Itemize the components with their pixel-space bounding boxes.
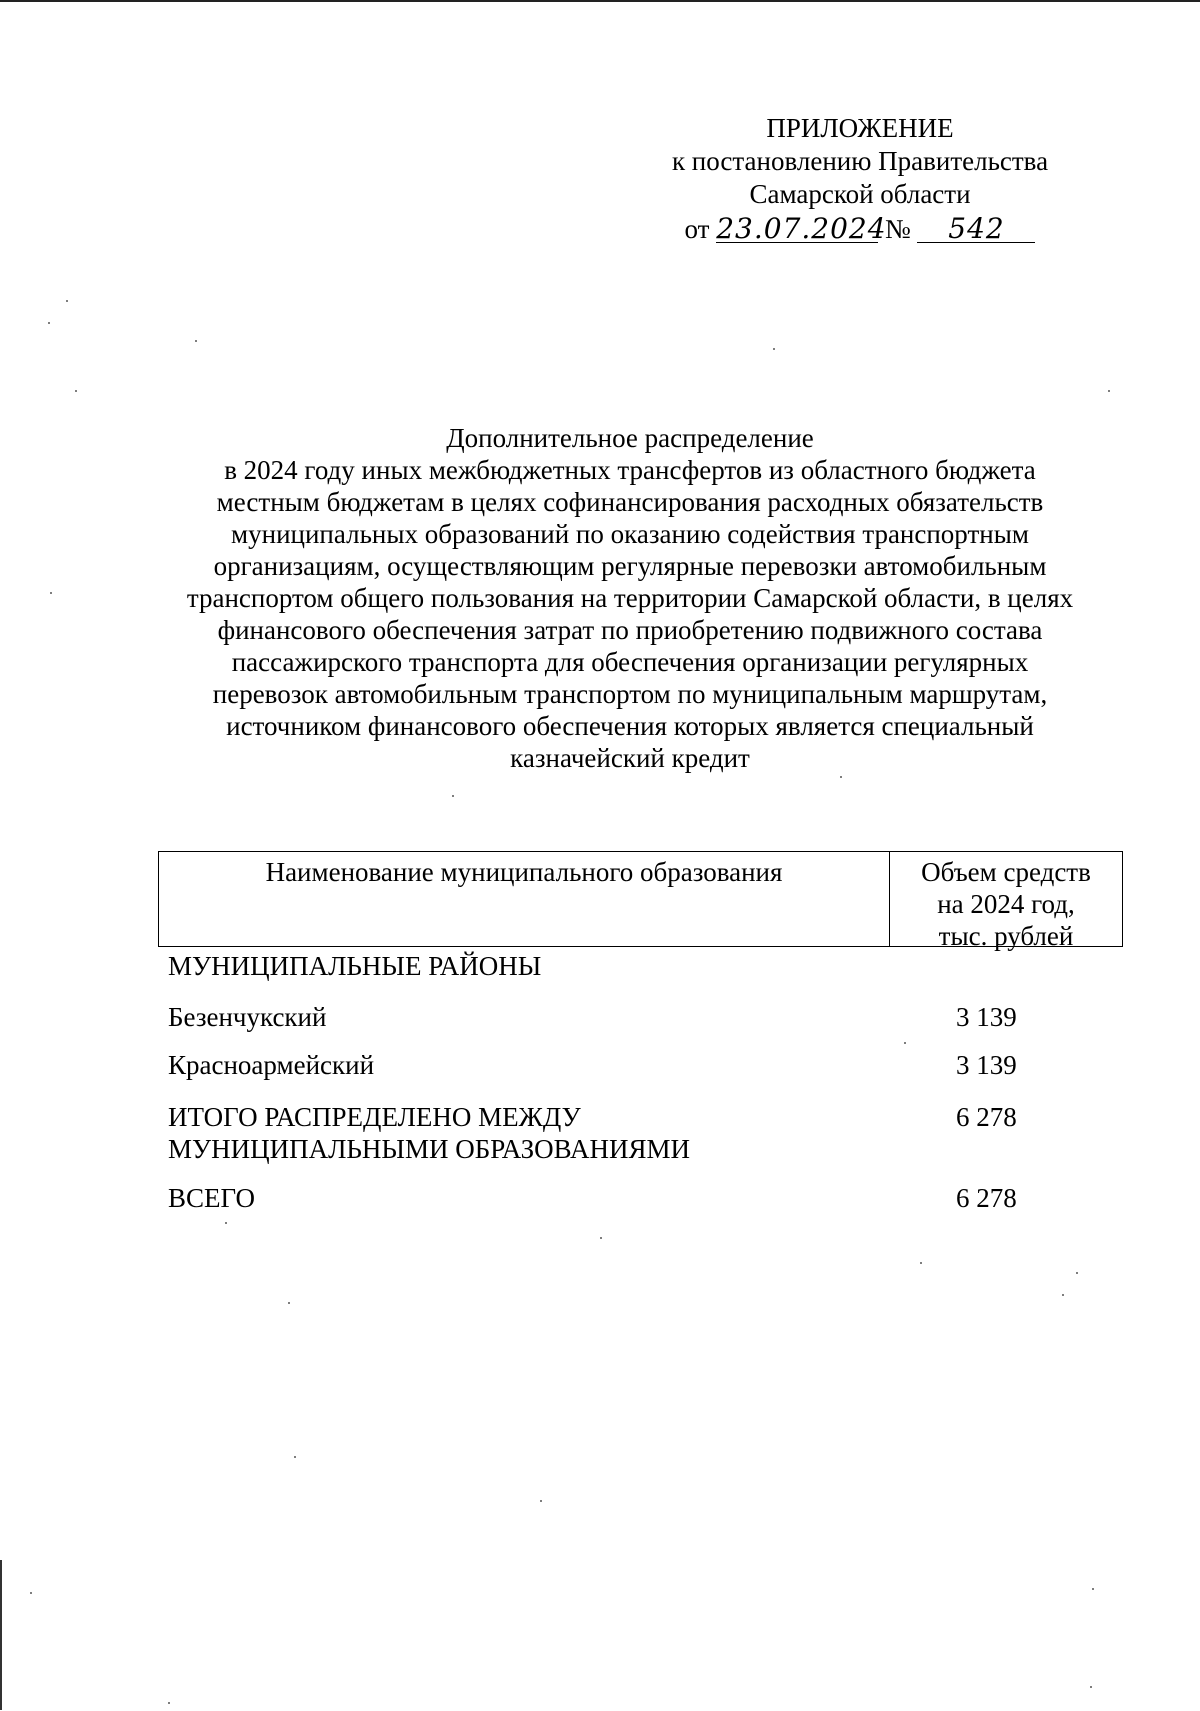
scan-speck bbox=[840, 776, 842, 778]
scan-speck bbox=[66, 300, 68, 302]
title-line: источником финансового обеспечения которых является специальный bbox=[226, 711, 1034, 741]
column-header-name: Наименование муниципального образования bbox=[159, 852, 890, 946]
row-name: Безенчукский bbox=[168, 1002, 327, 1032]
scan-speck bbox=[1062, 1294, 1064, 1296]
scan-speck bbox=[294, 1456, 296, 1458]
row-value: 3 139 bbox=[956, 1050, 1017, 1080]
number-field bbox=[917, 212, 1035, 245]
table-row bbox=[168, 1001, 1048, 1033]
section-label: МУНИЦИПАЛЬНЫЕ РАЙОНЫ bbox=[168, 951, 542, 981]
grand-total-label: ВСЕГО bbox=[168, 1183, 255, 1213]
date-prefix: от bbox=[684, 214, 710, 244]
scan-speck bbox=[1076, 1272, 1078, 1274]
appendix-header bbox=[600, 112, 1120, 246]
appendix-date-line bbox=[600, 213, 1120, 246]
handwritten-date: 23.07.2024 bbox=[716, 212, 887, 245]
scan-speck bbox=[452, 795, 454, 797]
title-line: в 2024 году иных межбюджетных трансфертов из областного бюджета bbox=[224, 455, 1036, 485]
table-header bbox=[158, 851, 1123, 951]
scan-speck bbox=[50, 592, 52, 594]
number-prefix: № bbox=[884, 214, 911, 244]
grand-total-value: 6 278 bbox=[956, 1183, 1017, 1213]
scan-speck bbox=[30, 1592, 32, 1594]
total-distributed-row bbox=[168, 1101, 1048, 1165]
scan-speck bbox=[75, 390, 77, 392]
scan-speck bbox=[1108, 390, 1110, 392]
column-header-volume-line: на 2024 год, bbox=[937, 889, 1075, 919]
column-header-volume-line: тыс. рублей bbox=[938, 921, 1074, 951]
scan-speck bbox=[600, 1237, 602, 1239]
title-line: Дополнительное распределение bbox=[446, 423, 814, 453]
appendix-heading: ПРИЛОЖЕНИЕ bbox=[766, 113, 954, 143]
handwritten-number: 542 bbox=[948, 212, 1005, 245]
scan-speck bbox=[195, 340, 197, 342]
total-distributed-label bbox=[168, 1101, 868, 1165]
row-value: 3 139 bbox=[956, 1002, 1017, 1032]
title-line: муниципальных образований по оказанию содействия транспортным bbox=[231, 519, 1029, 549]
total-distributed-value: 6 278 bbox=[956, 1102, 1017, 1132]
scan-speck bbox=[920, 1262, 922, 1264]
scan-speck bbox=[773, 348, 775, 350]
scan-speck bbox=[904, 1042, 906, 1044]
appendix-region-line: Самарской области bbox=[749, 179, 971, 209]
title-line: местным бюджетам в целях софинансирования расходных обязательств bbox=[216, 487, 1044, 517]
title-line: казначейский кредит bbox=[510, 743, 750, 773]
title-line: транспортом общего пользования на территории Самарской области, в целях bbox=[186, 583, 1074, 613]
scan-speck bbox=[540, 1500, 542, 1502]
title-line: организациям, осуществляющим регулярные перевозки автомобильным bbox=[213, 551, 1047, 581]
column-header-volume bbox=[890, 852, 1122, 950]
title-line: перевозок автомобильным транспортом по муниципальным маршрутам, bbox=[212, 679, 1048, 709]
document-title bbox=[150, 422, 1110, 774]
appendix-resolution-line: к постановлению Правительства bbox=[671, 146, 1049, 176]
row-name: Красноармейский bbox=[168, 1050, 375, 1080]
column-header-volume-line: Объем средств bbox=[921, 857, 1091, 887]
date-field bbox=[716, 212, 887, 245]
table-row bbox=[168, 1049, 1048, 1081]
grand-total-row bbox=[168, 1182, 1048, 1214]
scan-top-border bbox=[0, 0, 1200, 2]
scan-speck bbox=[48, 322, 50, 324]
scan-speck bbox=[1092, 1588, 1094, 1590]
scan-edge-mark bbox=[0, 1560, 2, 1710]
scan-speck bbox=[288, 1302, 290, 1304]
scan-speck bbox=[1090, 1686, 1092, 1688]
section-row bbox=[168, 950, 1048, 982]
total-distributed-label-line: ИТОГО РАСПРЕДЕЛЕНО МЕЖДУ bbox=[168, 1102, 581, 1132]
scan-speck bbox=[168, 1702, 170, 1704]
title-line: пассажирского транспорта для обеспечения организации регулярных bbox=[231, 647, 1029, 677]
total-distributed-label-line: МУНИЦИПАЛЬНЫМИ ОБРАЗОВАНИЯМИ bbox=[168, 1134, 690, 1164]
scan-speck bbox=[225, 1222, 227, 1224]
title-line: финансового обеспечения затрат по приобретению подвижного состава bbox=[217, 615, 1043, 645]
